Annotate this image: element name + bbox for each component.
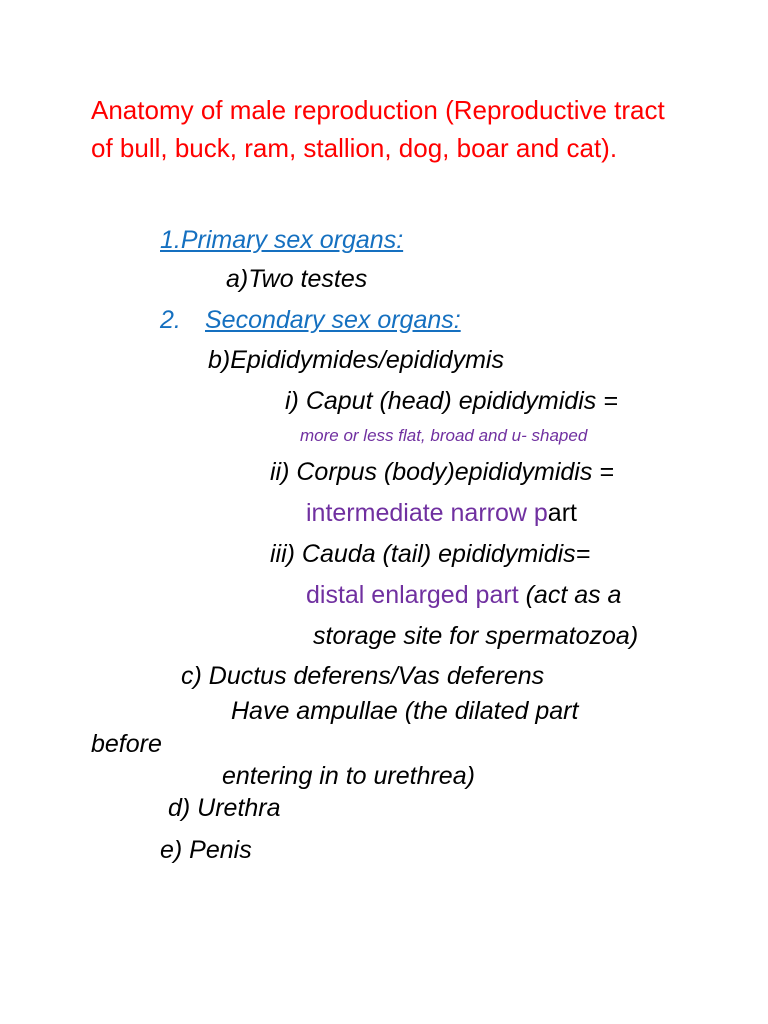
cauda-description-rest: (act as a bbox=[518, 581, 622, 609]
corpus-description-colored: intermediate narrow p bbox=[306, 499, 548, 527]
page-title: Anatomy of male reproduction (Reproductive tract of bull, buck, ram, stallion, dog, boar and cat). bbox=[91, 95, 665, 163]
secondary-number: 2. bbox=[160, 306, 181, 334]
cauda-description-colored: distal enlarged part bbox=[306, 581, 519, 609]
corpus-description bbox=[306, 498, 577, 528]
corpus-description-rest: art bbox=[547, 499, 577, 527]
corpus-label: ii) Corpus (body)epididymidis = bbox=[270, 458, 614, 486]
caput-description: more or less flat, broad and u- shaped bbox=[300, 426, 588, 445]
ductus-deferens-note-line2: Have ampullae (the dilated part bbox=[231, 697, 579, 725]
item-ductus-deferens: c) Ductus deferens/Vas deferens bbox=[181, 662, 545, 690]
caput-label: i) Caput (head) epididymidis = bbox=[285, 387, 618, 415]
item-epididymis: b)Epididymides/epididymis bbox=[208, 346, 504, 374]
cauda-description bbox=[306, 580, 621, 610]
primary-sex-organs-heading: 1.Primary sex organs: bbox=[160, 226, 404, 254]
item-two-testes: a)Two testes bbox=[226, 265, 368, 293]
item-penis: e) Penis bbox=[160, 836, 252, 864]
ductus-deferens-note-line4: entering in to urethrea) bbox=[222, 762, 475, 790]
cauda-label: iii) Cauda (tail) epididymidis= bbox=[270, 540, 591, 568]
item-urethra: d) Urethra bbox=[168, 794, 281, 822]
ductus-deferens-note-line3: before bbox=[91, 730, 162, 758]
secondary-sex-organs-heading: Secondary sex organs: bbox=[205, 306, 461, 334]
cauda-description-line2: storage site for spermatozoa) bbox=[313, 622, 639, 650]
